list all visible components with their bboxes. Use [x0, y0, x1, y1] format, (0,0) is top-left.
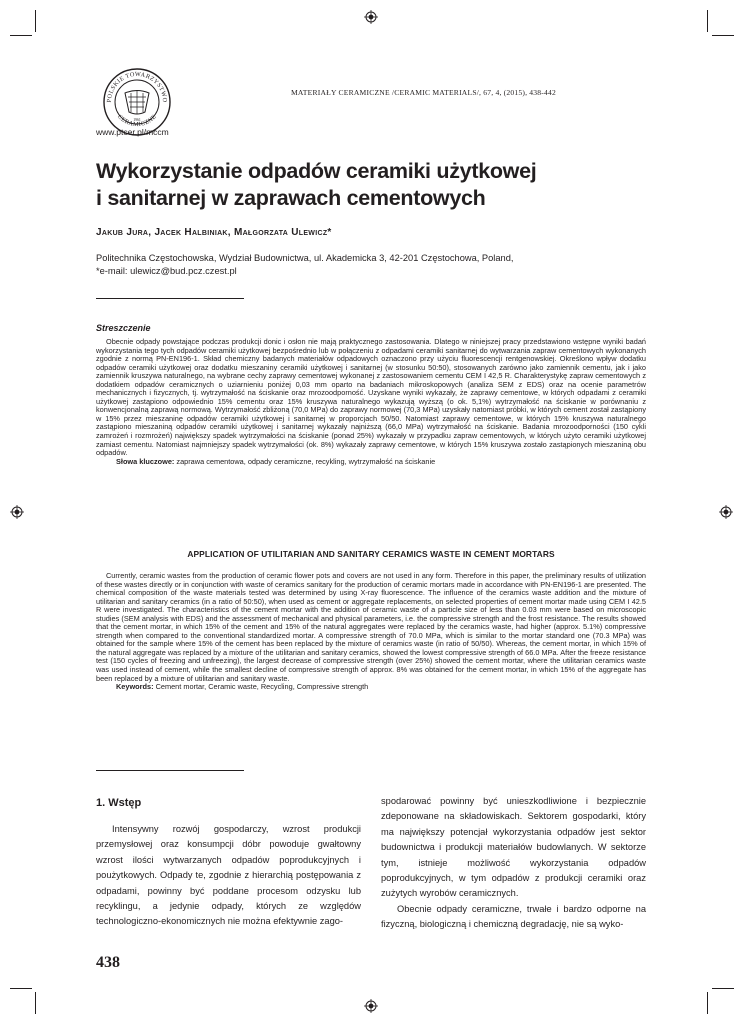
section-heading: 1. Wstęp	[96, 797, 142, 809]
keywords-pl-label: Słowa kluczowe:	[116, 456, 175, 466]
journal-header-text: MATERIAŁY CERAMICZNE /CERAMIC MATERIALS/, 67, 4, (2015), 438-442	[290, 88, 556, 97]
svg-text:CERAMICZNE: CERAMICZNE	[116, 113, 158, 129]
keywords-en-list: Cement mortar, Ceramic waste, Recycling, Compressive strength	[153, 682, 369, 692]
registration-mark-icon	[719, 505, 733, 519]
journal-header	[0, 88, 743, 97]
affiliation	[96, 252, 656, 278]
keywords-en-label: Keywords:	[116, 682, 154, 692]
abstract-pl	[96, 338, 646, 466]
left-column	[96, 822, 361, 930]
crop-mark	[10, 988, 32, 989]
corresponding-email: *e-mail: ulewicz@bud.pcz.czest.pl	[96, 266, 237, 276]
affiliation-address: Politechnika Częstochowska, Wydział Budownictwa, ul. Akademicka 3, 42-201 Częstochowa, Poland,	[96, 253, 514, 263]
registration-mark-icon	[364, 999, 378, 1013]
crop-mark	[712, 988, 734, 989]
abstract-pl-text: Obecnie odpady powstające podczas produkcji donic i osłon nie mają praktycznego zastosowania. Dlatego w niniejszej pracy przedstawiono wstępne wyniki badań wykorzystania tego tych odpadów ceramiki użytkowej bezpośrednio lub w połączeniu z odpadami ceramiki sanitarnej do wytwarzania zapraw cementowych wykonanych zgodnie z normą PN-EN196-1. Skład chemiczny badanych materiałów odpadowych oznaczono przy użyciu fluorescencji rentgenowskiej. Określono wpływ dodatku odpadów ceramiki użytkowej oraz dodatku mieszaniny ceramiki użytkowej i sanitarnej (w stosunku 50:50), stosowanych zarówno jako zamiennik cementu, jak i jako zamiennik kruszywa naturalnego, na wybrane cechy zaprawy cementowej wykonanej z zastosowaniem cementu CEM I 42,5 R. Charakterystykę zapraw cementowych z dodatkiem odpadów ceramicznych o uziarnieniu poniżej 0,03 mm oparto na badaniach mikroskopowych (analiza SEM z EDS) oraz na ocenie parametrów mechanicznych i fizycznych, tj. wytrzymałość na ściskanie oraz mrozoodporność. Uzyskane wyniki wykazały, że zaprawy cementowe, w których odpadami z ceramiki użytkowej zastąpiono odpowiednio 15% cementu oraz 15% kruszywa naturalnego wykazują wyższą (o ok. 5,1%) wytrzymałość na ściskanie w porównaniu z konwencjonalną zaprawą normową. Wytrzymałość zbliżoną (70,0 MPa) do zaprawy normowej (70,3 MPa) uzyskały natomiast próbki, w których cement został zastąpiony w 15% przez mieszaninę odpadów ceramiki użytkowej i sanitarnej w proporcjach 50/50. Natomiast zaprawy cementowe, w których 15% kruszywa naturalnego zastąpiono mieszaniną odpadów ceramiki użytkowej i sanitarnej wykazały najniższą (66,0 MPa) wytrzymałość na ściskanie. Badania mrozoodporności (150 cykli zamrożeń i rozmrożeń) największy spadek wytrzymałości na ściskanie (ponad 25%) wykazały w przypadku zapraw cementowych, w których użyto ceramiki użytkowej zamiast cementu. Natomiast najmniejszy spadek wytrzymałości (ok. 8%) wykazały zaprawy cementowe, w których 15% kruszywa zostało zastąpionych mieszaniną obu odpadów.	[96, 337, 646, 458]
abstract-pl-heading: Streszczenie	[96, 323, 151, 333]
right-column	[381, 794, 646, 933]
title-line-2: i sanitarnej w zaprawach cementowych	[96, 186, 486, 210]
svg-text:POLSKIE TOWARZYSTWO: POLSKIE TOWARZYSTWO	[105, 70, 169, 103]
crop-mark	[707, 992, 708, 1014]
keywords-pl	[96, 458, 646, 467]
crop-mark	[35, 10, 36, 32]
crop-mark	[712, 35, 734, 36]
keywords-pl-list: zaprawa cementowa, odpady ceramiczne, recykling, wytrzymałość na ściskanie	[174, 456, 436, 466]
page-number: 438	[96, 954, 120, 971]
registration-mark-icon	[10, 505, 24, 519]
journal-url[interactable]: www.ptcer.pl/mccm	[96, 127, 169, 137]
article-title	[96, 158, 656, 212]
abstract-en-heading: APPLICATION OF UTILITARIAN AND SANITARY CERAMICS WASTE IN CEMENT MORTARS	[187, 549, 555, 559]
paragraph: Obecnie odpady ceramiczne, trwałe i bardzo odporne na fizyczną, biologiczną i chemiczną degradację, nie są wyko-	[381, 903, 646, 930]
svg-text:1961: 1961	[133, 118, 141, 122]
keywords-en	[96, 683, 646, 692]
paragraph: spodarować powinny być unieszkodliwione i bezpiecznie zdeponowane na składowiskach. Sektorem gospodarki, który ma największy potencjał wykorzystania odpadów jest sektor budownictwa i produkcji materiałów budowlanych. W sektorze tym, istnieje możliwość wykorzystania odpadów poprodukcyjnych, w tym odpadów z produkcji ceramiki oraz zużytych wyrobów ceramicznych.	[381, 796, 646, 899]
abstract-en	[96, 572, 646, 692]
abstract-en-text: Currently, ceramic wastes from the production of ceramic flower pots and covers are not used in any form. Therefore in this paper, the preliminary results of utilization of these wastes directly or in conjunction with waste of ceramics sanitary for the production of ceramic mortars made in accordance with PN-EN196-1 are presented. The chemical composition of the waste materials tested was determined by using X-ray fluorescence. The influence of the ceramics waste addition and the mixture of utilitarian and sanitary ceramics (in a ratio of 50:50), when used as cement or aggregate replacements, on selected properties of cement mortar made using CEM I 42.5 R were investigated. The characteristics of the cement mortar with the addition of ceramic waste of a particle size of less than 0.03 mm were based on microscopic studies (SEM analysis with EDS) and the assessment of mechanical and physical parameters, i.e. the compressive strength and the frost resistance. The results showed that the cement mortar, in which 15% of the cement and 15% of the natural aggregates were replaced by the ceramics waste, had higher (approx. 5.1%) compressive strength when compared to the conventional standardized mortar. A compressive strength of 70.0 MPa, which is similar to the mortar standard one (70.3 MPa) was obtained for the sample where 15% of the cement has been replaced by the mixture of ceramics waste (in ratio of 50/50). Whereas, the cement mortar, in which 15% of the natural aggregate was replaced by a mixture of the utilitarian and sanitary ceramics, showed the lowest compressive strength of 66.0 MPa. After the freeze resistance test (150 cycles of freezing and unfreezing), the largest decrease of compressive strength (over 25%) showed the cement mortar, where the utilitarian ceramics waste was used instead of cement, while the smallest decline of compressive strength of approx. 8% was obtained for the cement mortar, in which 15% of the aggregate has been replaced by a mixture of utilitarian and sanitary waste.	[96, 571, 646, 683]
authors: Jakub Jura, Jacek Halbiniak, Małgorzata Ulewicz*	[96, 227, 332, 238]
divider	[96, 770, 244, 771]
crop-mark	[10, 35, 32, 36]
title-line-1: Wykorzystanie odpadów ceramiki użytkowej	[96, 159, 537, 183]
divider	[96, 298, 244, 299]
registration-mark-icon	[364, 10, 378, 24]
crop-mark	[35, 992, 36, 1014]
paragraph: Intensywny rozwój gospodarczy, wzrost produkcji przemysłowej oraz konsumpcji dóbr powoduje gwałtowny wzrost ilości wytwarzanych odpadów poprodukcyjnych i poużytkowych. Odpady te, zgodnie z hierarchią postępowania z odpadami, powinny być poddane procesom odzysku lub recyklingu, a jedynie odpady, których ze względów technologiczno-ekonomicznych nie można efektywnie zago-	[96, 824, 361, 927]
crop-mark	[707, 10, 708, 32]
